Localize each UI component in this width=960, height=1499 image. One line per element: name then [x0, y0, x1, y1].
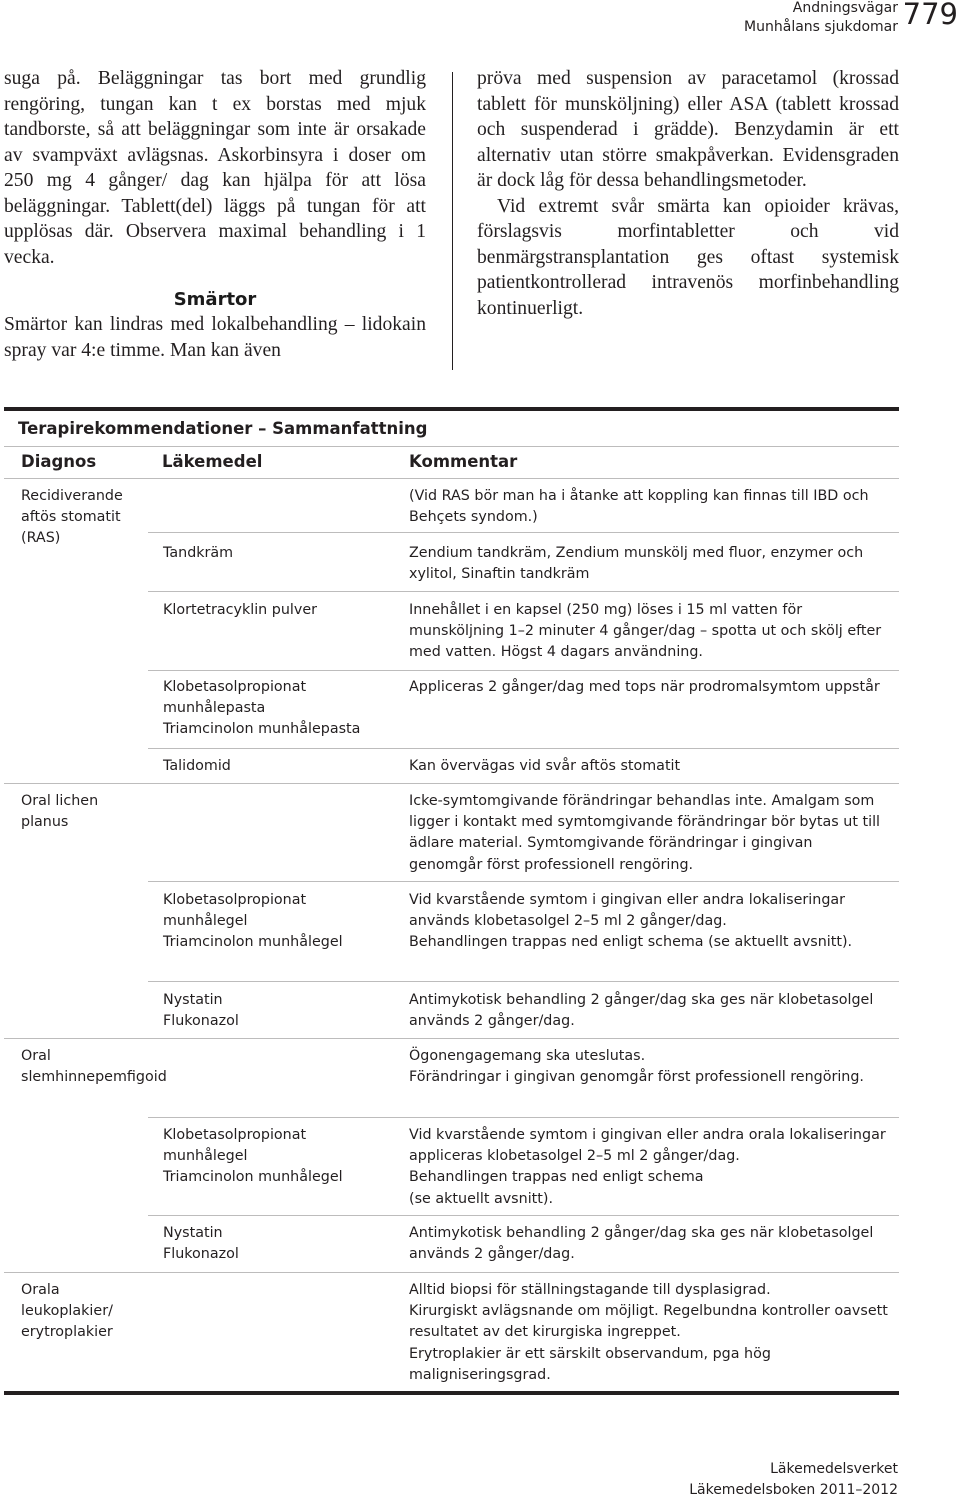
- column-divider: [452, 72, 453, 370]
- drug-cell: Tandkräm: [163, 545, 234, 561]
- table-header-rule: [4, 478, 899, 479]
- running-header-section: Andningsvägar: [792, 0, 898, 16]
- row-rule: [148, 881, 899, 882]
- running-header-chapter: Munhålans sjukdomar: [744, 19, 898, 35]
- group-rule: [4, 1272, 899, 1273]
- row-rule: [148, 748, 899, 749]
- comment-cell: Zendium tandkräm, Zendium munskölj med fluor, enzymer och xylitol, Sinaftin tandkräm: [409, 545, 864, 583]
- comment-cell: Kan övervägas vid svår aftös stomatit: [409, 758, 681, 774]
- paragraph-right-2: Vid extremt svår smärta kan opioider krävas, förslagsvis morfintabletter och vid benmärgstransplantation ges oftast systemisk patientkontrollerad intravenös morfinbehandling kontinuerligt.: [477, 195, 899, 319]
- drug-cell: Talidomid: [163, 758, 231, 774]
- row-rule: [148, 670, 899, 671]
- paragraph-left-1: suga på. Beläggningar tas bort med grundlig rengöring, tungan kan t ex borstas med mjuk tandborste, så att beläggningar som inte är orsakade av svampväxt avlägsnas. Askorbinsyra i doser om 250 mg 4 gånger/ dag kan hjälpa för att lösa beläggningar. Tablett(del) läggs på tungan för att upplösas där. Observera maximal behandling i 1 vecka.: [4, 68, 426, 268]
- drug-cell: Nystatin Flukonazol: [163, 1225, 239, 1263]
- drug-cell: Nystatin Flukonazol: [163, 992, 239, 1030]
- drug-cell: Klobetasolpropionat munhålegel Triamcinolon munhålegel: [163, 892, 343, 951]
- body-column-right: [477, 66, 899, 321]
- table-title-rule: [4, 446, 899, 447]
- comment-cell: Alltid biopsi för ställningstagande till dysplasigrad. Kirurgiskt avlägsnande om möjligt. Regelbundna kontroller oavsett resultatet av det kirurgiska ingreppet. Erytroplakier är ett särskilt observandum, pga hög maligniseringsgrad.: [409, 1282, 888, 1383]
- group-rule: [4, 783, 899, 784]
- body-column-left: [4, 66, 426, 363]
- diagnosis-ras: Recidiverande aftös stomatit (RAS): [21, 488, 123, 547]
- row-rule: [148, 1215, 899, 1216]
- comment-cell: (Vid RAS bör man ha i åtanke att koppling kan finnas till IBD och Behçets syndom.): [409, 488, 869, 526]
- page-number: 779: [902, 0, 958, 31]
- row-rule: [148, 591, 899, 592]
- drug-cell: Klobetasolpropionat munhålepasta Triamcinolon munhålepasta: [163, 679, 361, 738]
- table-top-rule: [4, 407, 899, 411]
- column-header-lakemedel: Läkemedel: [162, 452, 263, 471]
- comment-cell: Ögonengagemang ska uteslutas. Förändringar i gingivan genomgår först professionell rengöring.: [409, 1048, 864, 1086]
- diagnosis-oral-lichen-planus: Oral lichen planus: [21, 793, 99, 831]
- drug-cell: Klortetracyklin pulver: [163, 602, 318, 618]
- comment-cell: Vid kvarstående symtom i gingivan eller andra orala lokaliseringar appliceras klobetasolgel 2–5 ml 2 gånger/dag. Behandlingen trappas ned enligt schema (se aktuellt avsnitt).: [409, 1127, 886, 1207]
- comment-cell: Icke-symtomgivande förändringar behandlas inte. Amalgam som ligger i kontakt med symtomgivande förändringar bör bytas ut till ädlare material. Symtomgivande förändringar i gingivan genomgår först professionell rengöring.: [409, 793, 881, 873]
- footer-book-title: Läkemedelsboken 2011–2012: [689, 1482, 898, 1498]
- diagnosis-orala-leukoplakier: Orala leukoplakier/ erytroplakier: [21, 1282, 113, 1341]
- paragraph-left-2: Smärtor kan lindras med lokalbehandling – lidokain spray var 4:e timme. Man kan även: [4, 314, 426, 361]
- row-rule: [148, 532, 899, 533]
- drug-cell: Klobetasolpropionat munhålegel Triamcinolon munhålegel: [163, 1127, 343, 1186]
- row-rule: [148, 981, 899, 982]
- column-header-kommentar: Kommentar: [409, 452, 518, 471]
- group-rule: [4, 1038, 899, 1039]
- comment-cell: Innehållet i en kapsel (250 mg) löses i 15 ml vatten för munsköljning 1–2 minuter 4 gånger/dag – spotta ut och skölj efter med vatten. Högst 4 dagars användning.: [409, 602, 882, 661]
- table-title: Terapirekommendationer – Sammanfattning: [18, 419, 428, 438]
- diagnosis-oral-slemhinnepemfigoid: Oral slemhinnepemfigoid: [21, 1048, 167, 1086]
- footer-publisher: Läkemedelsverket: [770, 1461, 898, 1477]
- comment-cell: Appliceras 2 gånger/dag med tops när prodromalsymtom uppstår: [409, 679, 880, 695]
- comment-cell: Antimykotisk behandling 2 gånger/dag ska ges när klobetasolgel används 2 gånger/dag.: [409, 1225, 874, 1263]
- row-rule: [148, 1117, 899, 1118]
- subheading-smartor: Smärtor: [173, 289, 257, 310]
- comment-cell: Vid kvarstående symtom i gingivan eller andra lokaliseringar används klobetasolgel 2–5 ml 2 gånger/dag. Behandlingen trappas ned enligt schema (se aktuellt avsnitt).: [409, 892, 853, 951]
- column-header-diagnos: Diagnos: [21, 452, 97, 471]
- table-bottom-rule: [4, 1391, 899, 1395]
- comment-cell: Antimykotisk behandling 2 gånger/dag ska ges när klobetasolgel används 2 gånger/dag.: [409, 992, 874, 1030]
- paragraph-right-1: pröva med suspension av paracetamol (krossad tablett för munsköljning) eller ASA (tablett krossad och suspenderad i grädde). Benzydamin är ett alternativ utan större smakpåverkan. Evidensgraden är dock låg för dessa behandlingsmetoder.: [477, 68, 899, 191]
